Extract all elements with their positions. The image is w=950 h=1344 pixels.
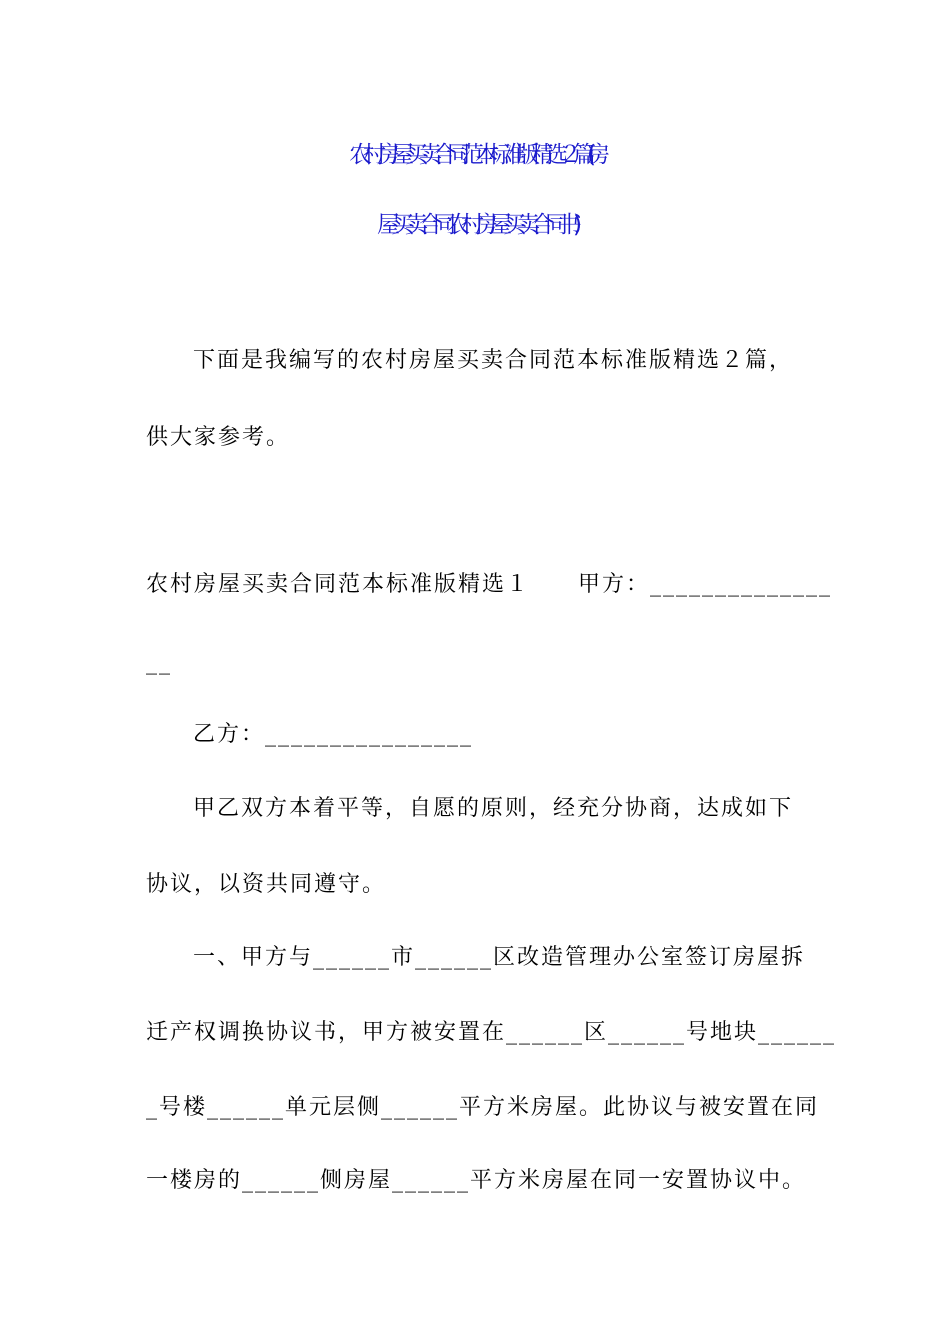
document-title-line-2: 屋买卖合同农村房屋买卖合同书) — [377, 212, 573, 238]
clause-one-line-3: _号楼______单元层侧______平方米房屋。此协议与被安置在同 — [146, 1095, 820, 1120]
clause-one-line-4: 一楼房的______侧房屋______平方米房屋在同一安置协议中。 — [146, 1168, 807, 1193]
document-title-line-1: 农村房屋买卖合同范本标准版精选２篇(房 — [349, 142, 601, 168]
agreement-line-2: 协议，以资共同遵守。 — [146, 872, 387, 897]
intro-line-1: 下面是我编写的农村房屋买卖合同范本标准版精选２篇， — [193, 348, 794, 373]
party-b-line: 乙方：________________ — [193, 722, 474, 747]
agreement-line-1: 甲乙双方本着平等，自愿的原则，经充分协商，达成如下 — [193, 796, 794, 821]
contract-heading-continuation: __ — [146, 650, 172, 675]
clause-one-line-2: 迁产权调换协议书，甲方被安置在______区______号地块______ — [146, 1020, 837, 1045]
intro-line-2: 供大家参考。 — [146, 425, 291, 450]
contract-heading-line: 农村房屋买卖合同范本标准版精选１ 甲方：______________ — [146, 572, 833, 597]
clause-one-line-1: 一、甲方与______市______区改造管理办公室签订房屋拆 — [193, 945, 806, 970]
